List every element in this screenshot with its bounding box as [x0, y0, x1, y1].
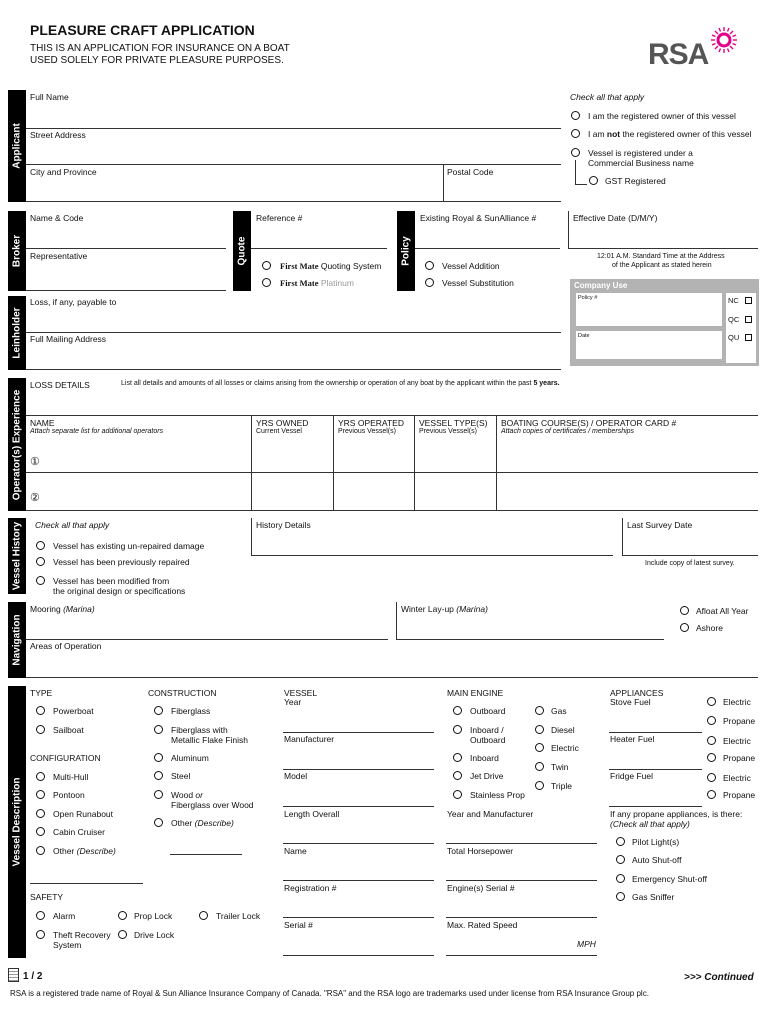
leinholder-band: Leinholder: [8, 296, 26, 370]
navigation-band: Navigation: [8, 602, 26, 678]
alarm-label: Alarm: [53, 911, 76, 921]
not-owner-label: I am not the registered owner of this vessel: [588, 129, 752, 139]
heater-electric-checkbox[interactable]: [707, 736, 716, 745]
operator-row-1: ①: [30, 456, 40, 468]
inboard-outboard-label-2: Outboard: [470, 735, 506, 745]
year-label: Year: [284, 697, 302, 707]
col-owned: YRS OWNED: [256, 418, 309, 428]
wood-checkbox[interactable]: [154, 790, 163, 799]
last-survey-label: Last Survey Date: [627, 520, 693, 530]
fridge-label: Fridge Fuel: [610, 771, 653, 781]
model-label: Model: [284, 771, 308, 781]
vessel-addition-checkbox[interactable]: [425, 261, 434, 270]
steel-checkbox[interactable]: [154, 771, 163, 780]
main-engine-heading: MAIN ENGINE: [447, 688, 504, 698]
powerboat-checkbox[interactable]: [36, 706, 45, 715]
mph-label: MPH: [577, 939, 596, 949]
qc-checkbox[interactable]: [745, 316, 752, 323]
first-mate-platinum-label: First Mate Platinum: [280, 278, 354, 288]
col-course-sub: Attach copies of certificates / memberships: [501, 428, 635, 435]
nc-label: NC: [728, 296, 739, 305]
vessel-heading: VESSEL: [284, 688, 318, 698]
continued-label: >>> Continued: [684, 972, 754, 983]
qu-checkbox[interactable]: [745, 334, 752, 341]
history-band: Vessel History: [8, 518, 26, 594]
outboard-checkbox[interactable]: [453, 706, 462, 715]
fiberglass-flake-checkbox[interactable]: [154, 725, 163, 734]
wood-label: Wood or: [171, 790, 203, 800]
multihull-checkbox[interactable]: [36, 772, 45, 781]
operators-band: Operator(s) Experience: [8, 378, 26, 511]
fiberglass-flake-label: Fiberglass with: [171, 725, 228, 735]
mailing-label: Full Mailing Address: [30, 334, 107, 344]
construction-heading: CONSTRUCTION: [148, 688, 217, 698]
stove-label: Stove Fuel: [610, 697, 651, 707]
stove-propane-checkbox[interactable]: [707, 716, 716, 725]
company-use-title: Company Use: [574, 281, 628, 290]
page-number: 1 / 2: [23, 971, 43, 982]
other-config-label: Other (Describe): [53, 846, 116, 856]
type-heading: TYPE: [30, 688, 53, 698]
fridge-electric-checkbox[interactable]: [707, 773, 716, 782]
powerboat-label: Powerboat: [53, 706, 94, 716]
heater-propane-label: Propane: [723, 753, 756, 763]
applicant-band: Applicant: [8, 90, 26, 202]
pontoon-label: Pontoon: [53, 790, 85, 800]
triple-checkbox[interactable]: [535, 781, 544, 790]
afloat-checkbox[interactable]: [680, 606, 689, 615]
not-owner-checkbox[interactable]: [571, 129, 580, 138]
rsa-logo-text: RSA: [648, 38, 709, 71]
effective-date-label: Effective Date (D/M/Y): [573, 213, 658, 223]
propane-question: If any propane appliances, is there:: [610, 809, 743, 819]
diesel-checkbox[interactable]: [535, 725, 544, 734]
name-code-label: Name & Code: [30, 213, 84, 223]
electric-engine-checkbox[interactable]: [535, 743, 544, 752]
propane-question-2: (Check all that apply): [610, 819, 690, 829]
other-config-checkbox[interactable]: [36, 846, 45, 855]
gas-sniffer-checkbox[interactable]: [616, 892, 625, 901]
standard-time-label: 12:01 A.M. Standard Time at the Address: [597, 253, 725, 260]
vessel-addition-label: Vessel Addition: [442, 261, 500, 271]
full-name-label: Full Name: [30, 92, 69, 102]
stainless-checkbox[interactable]: [453, 790, 462, 799]
runabout-label: Open Runabout: [53, 809, 114, 819]
vessel-substitution-checkbox[interactable]: [425, 278, 434, 287]
quote-band: Quote: [233, 211, 251, 291]
first-mate-platinum-checkbox[interactable]: [262, 278, 271, 287]
inboard-label: Inboard: [470, 753, 499, 763]
heater-electric-label: Electric: [723, 736, 751, 746]
gst-checkbox[interactable]: [589, 176, 598, 185]
reference-label: Reference #: [256, 213, 303, 223]
description-band: Vessel Description: [8, 686, 26, 958]
stove-propane-label: Propane: [723, 716, 756, 726]
operator-row-2: ②: [30, 492, 40, 504]
pontoon-checkbox[interactable]: [36, 790, 45, 799]
fridge-electric-label: Electric: [723, 773, 751, 783]
gas-sniffer-label: Gas Sniffer: [632, 892, 675, 902]
col-type-sub: Previous Vessel(s): [419, 428, 477, 435]
drive-lock-checkbox[interactable]: [118, 930, 127, 939]
standard-time-label-2: of the Applicant as stated herein: [612, 262, 712, 269]
stove-electric-checkbox[interactable]: [707, 697, 716, 706]
postal-label: Postal Code: [447, 167, 494, 177]
fridge-propane-checkbox[interactable]: [707, 790, 716, 799]
twin-checkbox[interactable]: [535, 762, 544, 771]
history-check-all: Check all that apply: [35, 520, 110, 530]
afloat-label: Afloat All Year: [696, 606, 749, 616]
owner-label: I am the registered owner of this vessel: [588, 111, 736, 121]
runabout-checkbox[interactable]: [36, 809, 45, 818]
aluminum-label: Aluminum: [171, 753, 209, 763]
registration-label: Registration #: [284, 883, 337, 893]
safety-heading: SAFETY: [30, 892, 64, 902]
prop-lock-label: Prop Lock: [134, 911, 173, 921]
triple-label: Triple: [551, 781, 572, 791]
representative-label: Representative: [30, 251, 88, 261]
cabin-cruiser-checkbox[interactable]: [36, 827, 45, 836]
heater-propane-checkbox[interactable]: [707, 753, 716, 762]
vessel-name-label: Name: [284, 846, 307, 856]
year-manufacturer-label: Year and Manufacturer: [447, 809, 534, 819]
rsa-logo: [648, 26, 748, 72]
sailboat-checkbox[interactable]: [36, 725, 45, 734]
fiberglass-flake-label-2: Metallic Flake Finish: [171, 735, 248, 745]
owner-checkbox[interactable]: [571, 111, 580, 120]
fiberglass-checkbox[interactable]: [154, 706, 163, 715]
outboard-label: Outboard: [470, 706, 506, 716]
document-icon: [8, 968, 19, 982]
unrepaired-checkbox[interactable]: [36, 541, 45, 550]
electric-engine-label: Electric: [551, 743, 579, 753]
other-config-field[interactable]: [170, 854, 242, 855]
commercial-checkbox[interactable]: [571, 148, 580, 157]
other-construction-checkbox[interactable]: [154, 818, 163, 827]
repaired-checkbox[interactable]: [36, 557, 45, 566]
repaired-label: Vessel has been previously repaired: [53, 557, 190, 567]
cabin-cruiser-label: Cabin Cruiser: [53, 827, 105, 837]
alarm-checkbox[interactable]: [36, 911, 45, 920]
history-details-label: History Details: [256, 520, 311, 530]
configuration-heading: CONFIGURATION: [30, 753, 101, 763]
steel-label: Steel: [171, 771, 191, 781]
aluminum-checkbox[interactable]: [154, 753, 163, 762]
legal-footer: RSA is a registered trade name of Royal & Sun Alliance Insurance Company of Canada. "RSA" and the RSA logo are trademarks used under license from RSA Insurance Group plc.: [10, 989, 649, 998]
auto-shutoff-checkbox[interactable]: [616, 855, 625, 864]
twin-label: Twin: [551, 762, 569, 772]
gas-checkbox[interactable]: [535, 706, 544, 715]
check-all-label: Check all that apply: [570, 92, 645, 102]
qu-label: QU: [728, 333, 740, 342]
existing-policy-label: Existing Royal & SunAlliance #: [420, 213, 537, 223]
rsa-logo-sun-icon: [710, 26, 738, 54]
nc-checkbox[interactable]: [745, 297, 752, 304]
col-type: VESSEL TYPE(S): [419, 418, 488, 428]
street-label: Street Address: [30, 130, 86, 140]
engine-serial-label: Engine(s) Serial #: [447, 883, 515, 893]
heater-label: Heater Fuel: [610, 734, 655, 744]
wood-label-2: Fiberglass over Wood: [171, 800, 254, 810]
col-course: BOATING COURSE(S) / OPERATOR CARD #: [501, 418, 677, 428]
trailer-lock-label: Trailer Lock: [216, 911, 261, 921]
other-construction-label: Other (Describe): [171, 818, 234, 828]
col-name: NAME: [30, 418, 55, 428]
company-date-box[interactable]: Date: [576, 331, 722, 359]
page-title: PLEASURE CRAFT APPLICATION: [30, 22, 255, 38]
commercial-label-2: Commercial Business name: [588, 158, 694, 168]
drive-lock-label: Drive Lock: [134, 930, 175, 940]
manufacturer-label: Manufacturer: [284, 734, 335, 744]
modified-label: Vessel has been modified from: [53, 576, 170, 586]
first-mate-quoting-checkbox[interactable]: [262, 261, 271, 270]
diesel-label: Diesel: [551, 725, 575, 735]
trailer-lock-checkbox[interactable]: [199, 911, 208, 920]
col-operated: YRS OPERATED: [338, 418, 404, 428]
jet-drive-checkbox[interactable]: [453, 771, 462, 780]
theft-recovery-checkbox[interactable]: [36, 930, 45, 939]
prop-lock-checkbox[interactable]: [118, 911, 127, 920]
auto-shutoff-label: Auto Shut-off: [632, 855, 682, 865]
page-subtitle-2: USED SOLELY FOR PRIVATE PLEASURE PURPOSES.: [30, 55, 284, 66]
commercial-label: Vessel is registered under a: [588, 148, 693, 158]
policy-number-box[interactable]: Policy #: [576, 293, 722, 326]
mooring-label: Mooring (Marina): [30, 604, 95, 614]
modified-label-2: the original design or specifications: [53, 586, 186, 596]
page-subtitle: THIS IS AN APPLICATION FOR INSURANCE ON A BOAT: [30, 43, 290, 54]
theft-recovery-label: Theft Recovery: [53, 930, 111, 940]
total-hp-label: Total Horsepower: [447, 846, 514, 856]
loss-details-label: LOSS DETAILS: [30, 380, 90, 390]
unrepaired-label: Vessel has existing un-repaired damage: [53, 541, 205, 551]
areas-label: Areas of Operation: [30, 641, 102, 651]
include-copy-label: Include copy of latest survey.: [645, 560, 735, 567]
inboard-checkbox[interactable]: [453, 753, 462, 762]
appliances-heading: APPLIANCES: [610, 688, 664, 698]
fridge-propane-label: Propane: [723, 790, 756, 800]
policy-band: Policy: [397, 211, 415, 291]
ashore-label: Ashore: [696, 623, 723, 633]
inboard-outboard-label: Inboard /: [470, 725, 504, 735]
ashore-checkbox[interactable]: [680, 623, 689, 632]
sailboat-label: Sailboat: [53, 725, 84, 735]
vessel-substitution-label: Vessel Substitution: [442, 278, 514, 288]
col-owned-sub: Current Vessel: [256, 428, 302, 435]
fiberglass-label: Fiberglass: [171, 706, 211, 716]
serial-label: Serial #: [284, 920, 313, 930]
gst-label: GST Registered: [605, 176, 666, 186]
stove-electric-label: Electric: [723, 697, 751, 707]
gas-label: Gas: [551, 706, 567, 716]
city-label: City and Province: [30, 167, 97, 177]
first-mate-quoting-label: First Mate Quoting System: [280, 261, 382, 271]
emergency-shutoff-label: Emergency Shut-off: [632, 874, 707, 884]
col-operated-sub: Previous Vessel(s): [338, 428, 396, 435]
jet-drive-label: Jet Drive: [470, 771, 504, 781]
max-speed-label: Max. Rated Speed: [447, 920, 518, 930]
pilot-light-checkbox[interactable]: [616, 837, 625, 846]
loss-payable-label: Loss, if any, payable to: [30, 297, 117, 307]
theft-recovery-label-2: System: [53, 940, 82, 950]
winter-layup-label: Winter Lay-up (Marina): [401, 604, 488, 614]
emergency-shutoff-checkbox[interactable]: [616, 874, 625, 883]
broker-band: Broker: [8, 211, 26, 291]
qc-label: QC: [728, 315, 740, 324]
length-label: Length Overall: [284, 809, 340, 819]
pilot-light-label: Pilot Light(s): [632, 837, 680, 847]
stainless-label: Stainless Prop: [470, 790, 525, 800]
company-use-panel: [570, 279, 759, 366]
modified-checkbox[interactable]: [36, 576, 45, 585]
inboard-outboard-checkbox[interactable]: [453, 725, 462, 734]
multihull-label: Multi-Hull: [53, 772, 89, 782]
col-name-sub: Attach separate list for additional operators: [30, 428, 164, 435]
loss-note: List all details and amounts of all losses or claims arising from the ownership or operation of any boat by the applicant within the past 5 years.: [121, 380, 560, 387]
